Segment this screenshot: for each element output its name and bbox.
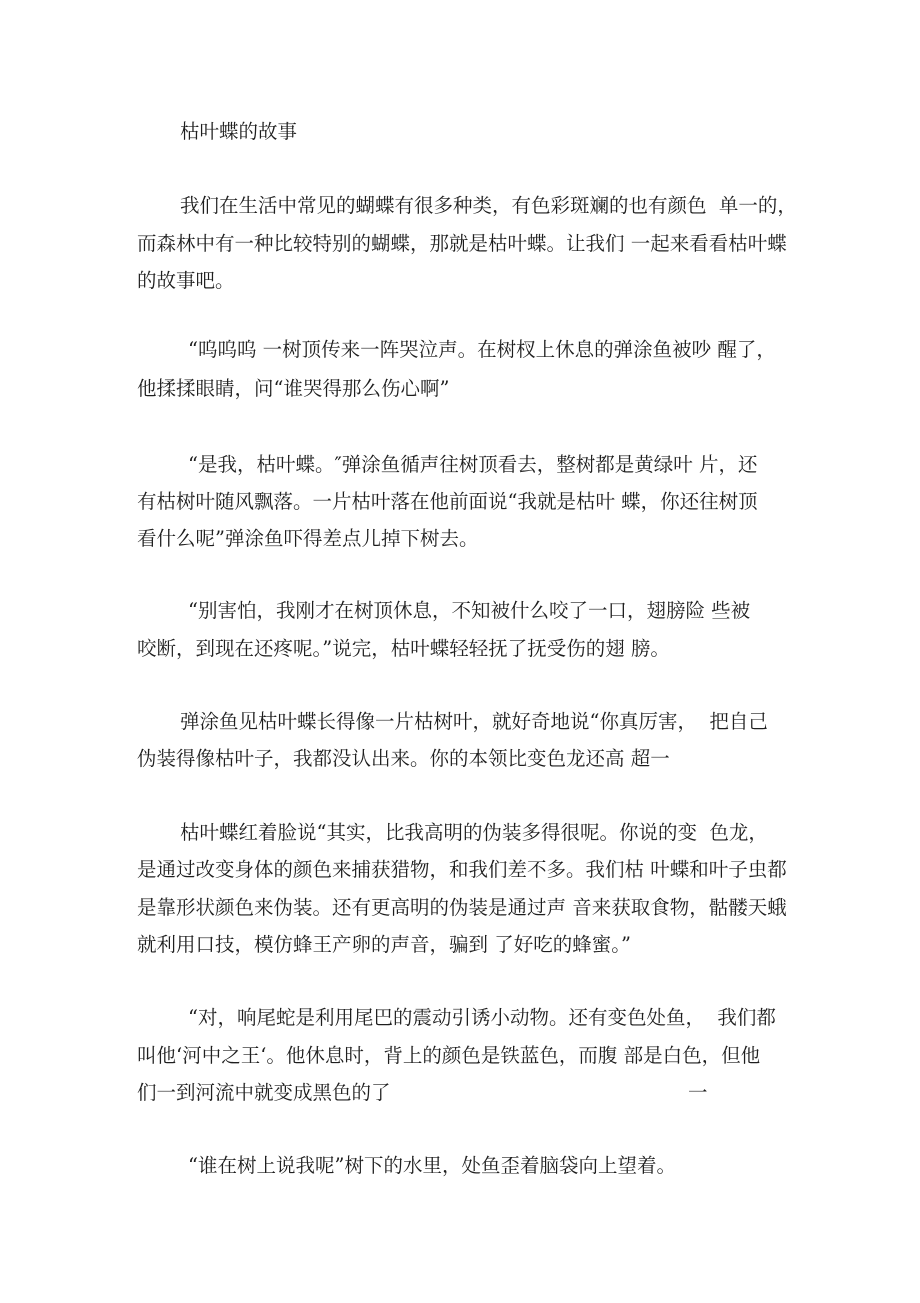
paragraph-line: “对，响尾蛇是利用尾巴的震动引诱小动物。还有变色处鱼， 我们都 xyxy=(188,1006,776,1029)
paragraph-line: 他揉揉眼睛，问“谁哭得那么伤心啊” xyxy=(137,377,450,400)
document-title: 枯叶蝶的故事 xyxy=(180,120,298,143)
paragraph-line: 而森林中有一种比较特别的蝴蝶，那就是枯叶蝶。让我们 一起来看看枯叶蝶 xyxy=(137,232,787,255)
paragraph-line: 伪装得像枯叶子，我都没认出来。你的本领比变色龙还高 超一 xyxy=(137,747,670,770)
paragraph-line: 我们在生活中常见的蝴蝶有很多种类，有色彩斑斓的也有颜色 单一的， xyxy=(180,194,797,217)
paragraph-line: 就利用口技，模仿蜂王产卵的声音，骗到 了好吃的蜂蜜。” xyxy=(137,933,631,956)
paragraph-line: 叫他‘河中之王‘。他休息时，背上的颜色是铁蓝色，而腹 部是白色，但他 xyxy=(137,1044,761,1067)
paragraph-line: 弹涂鱼见枯叶蝶长得像一片枯树叶，就好奇地说“你真厉害， 把自己 xyxy=(180,710,768,733)
paragraph-line: 枯叶蝶红着脸说“其实，比我高明的伪装多得很呢。你说的变 色龙， xyxy=(180,821,768,844)
paragraph-line: “谁在树上说我呢”树下的水里，处鱼歪着脑袋向上望着。 xyxy=(188,1154,676,1177)
paragraph-line: 有枯树叶随风飘落。一片枯叶落在他前面说“我就是枯叶 蝶，你还往树顶 xyxy=(137,490,758,513)
paragraph-line: 是通过改变身体的颜色来捕获猎物，和我们差不多。我们枯 叶蝶和叶子虫都 xyxy=(137,858,787,881)
paragraph-line: 是靠形状颜色来伪装。还有更高明的伪装是通过声 音来获取食物，骷髅天蛾 xyxy=(137,896,787,919)
paragraph-line: 的故事吧。 xyxy=(137,269,235,292)
paragraph-line: 看什么呢”弹涂鱼吓得差点儿掉下树去。 xyxy=(137,527,479,550)
paragraph-line: “别害怕，我刚才在树顶休息，不知被什么咬了一口，翅膀险 些被 xyxy=(188,599,751,622)
paragraph-line: 们一到河流中就变成黑色的了 xyxy=(137,1081,391,1104)
trailing-mark: 一 xyxy=(688,1081,708,1104)
paragraph-line: “是我，枯叶蝶。″弹涂鱼循声往树顶看去，整树都是黄绿叶 片，还 xyxy=(188,453,758,476)
paragraph-line: 咬断，到现在还疼呢。”说完，枯叶蝶轻轻抚了抚受伤的翅 膀。 xyxy=(137,637,670,660)
paragraph-line: “呜呜呜 一树顶传来一阵哭泣声。在树杈上休息的弹涂鱼被吵 醒了， xyxy=(188,338,776,361)
